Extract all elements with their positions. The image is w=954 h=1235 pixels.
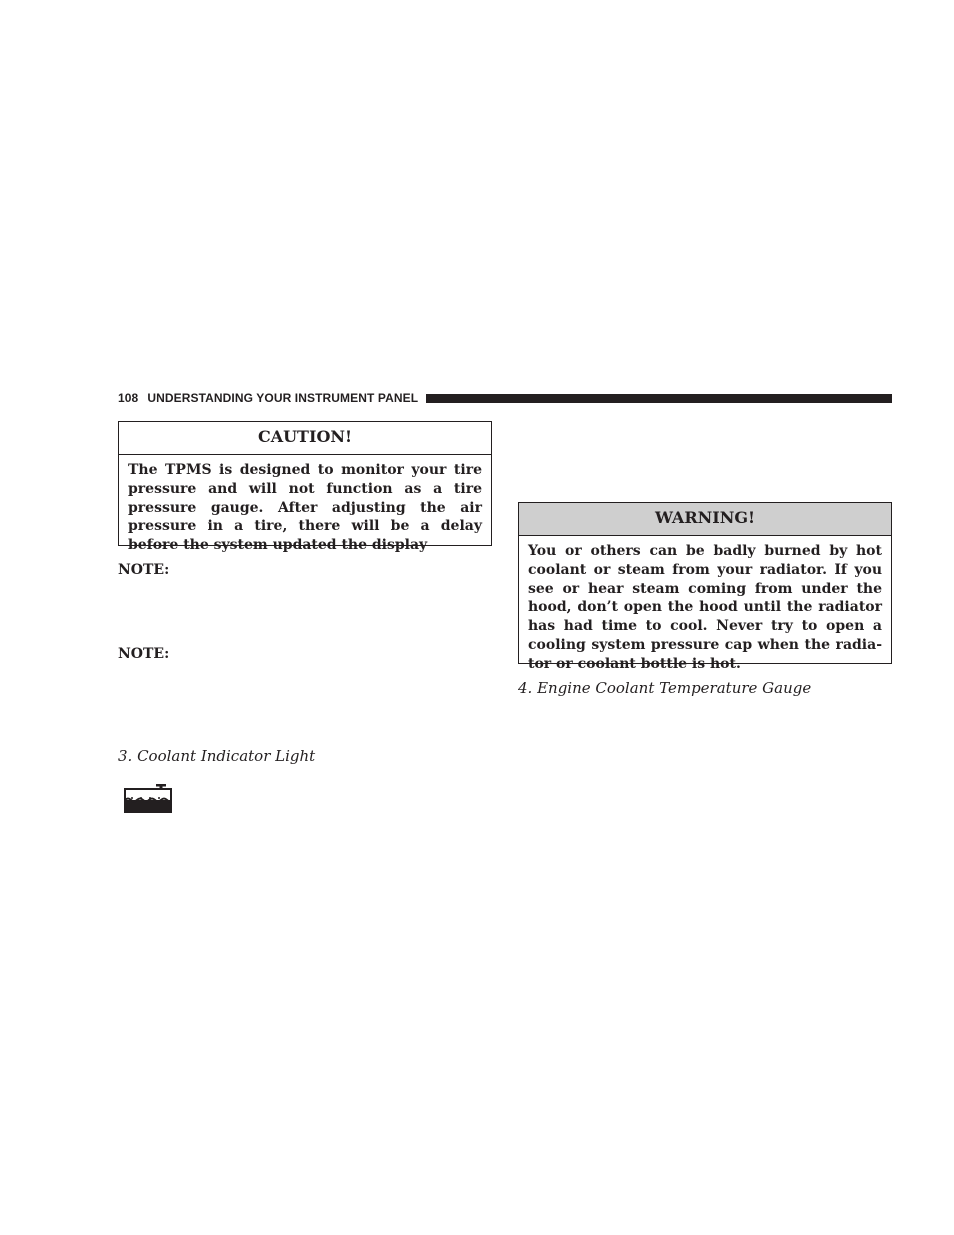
warning-body: You or others can be badly burned by hot coolant or steam from your radiator. If you see or hear steam coming from under the hood, don’t open the hood until the radiator has had time to cool. Never try to open a cooling system pressure cap when the radiator or coolant bottle is hot. — [528, 543, 882, 672]
section-title: UNDERSTANDING YOUR INSTRUMENT PANEL — [147, 391, 419, 405]
caution-title: CAUTION! — [119, 422, 491, 455]
caution-body: The TPMS is designed to monitor your tire pressure and will not function as a tire pressure gauge. After adjusting the air pressure in a tire, there will be a delay before the system updated the display — [128, 462, 482, 554]
coolant-indicator-heading: 3. Coolant Indicator Light — [118, 747, 316, 765]
page-number: 108 — [118, 391, 139, 405]
note-label-1: NOTE: — [118, 562, 170, 578]
warning-title: WARNING! — [519, 503, 891, 536]
header-rule — [426, 394, 892, 403]
note-label-2: NOTE: — [118, 646, 170, 662]
coolant-gauge-heading: 4. Engine Coolant Temperature Gauge — [518, 679, 812, 697]
warning-box — [518, 502, 892, 672]
coolant-warning-icon — [124, 783, 172, 813]
caution-box — [118, 421, 492, 554]
page-header — [118, 390, 892, 406]
